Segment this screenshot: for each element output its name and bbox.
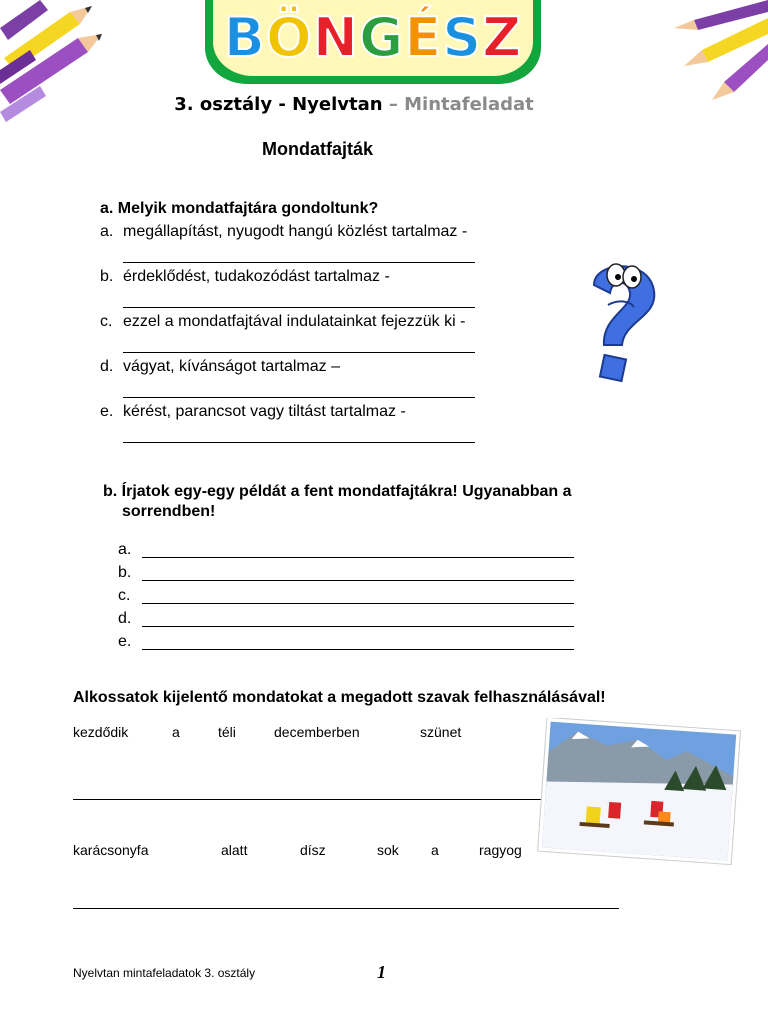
item-letter: a. — [100, 223, 114, 240]
answer-line — [142, 649, 574, 650]
task-b-heading: b. Írjatok egy-egy példát a fent mondatfajtákra! Ugyanabban a sorrendben! — [103, 483, 572, 520]
task-c-heading: Alkossatok kijelentő mondatokat a megadott szavak felhasználásával! — [73, 689, 606, 706]
word-1: kezdődik — [73, 724, 129, 740]
word-1: karácsonyfa — [73, 842, 149, 858]
item-text: kérést, parancsot vagy tiltást tartalmaz - — [123, 403, 406, 420]
answer-line — [123, 262, 475, 263]
task-b-letter: b. — [118, 564, 132, 581]
logo-letter: G — [359, 6, 405, 69]
pencil-icon — [674, 0, 768, 100]
answer-line — [142, 626, 574, 627]
item-text: érdeklődést, tudakozódást tartalmaz - — [123, 268, 390, 285]
word-2: alatt — [221, 842, 248, 858]
item-text: megállapítást, nyugodt hangú közlést tartalmaz - — [123, 223, 468, 240]
pencils-right-illustration — [668, 0, 768, 100]
logo-text — [205, 6, 541, 70]
answer-line — [123, 397, 475, 398]
question-mark-illustration — [574, 255, 664, 395]
answer-line — [73, 908, 619, 909]
logo-letter: S — [442, 6, 483, 69]
answer-line — [123, 307, 475, 308]
answer-line — [142, 557, 574, 558]
logo-letter: Ö — [265, 6, 313, 69]
word-4: sok — [377, 842, 399, 858]
logo-letter: É — [404, 6, 443, 69]
task-a-heading: a. Melyik mondatfajtára gondoltunk? — [100, 200, 379, 217]
word-4: decemberben — [274, 724, 360, 740]
answer-line — [123, 442, 475, 443]
item-text: ezzel a mondatfajtával indulatainkat fejezzük ki - — [123, 313, 466, 330]
task-b-letter: e. — [118, 633, 132, 650]
document-title: Mondatfajták — [262, 139, 374, 159]
word-2: a — [172, 724, 180, 740]
logo-letter: N — [312, 6, 359, 69]
logo-letter: Z — [482, 6, 523, 69]
answer-line — [73, 799, 553, 800]
task-a-item — [100, 268, 390, 286]
word-6: ragyog — [479, 842, 522, 858]
item-text: vágyat, kívánságot tartalmaz – — [123, 358, 340, 375]
item-letter: c. — [100, 313, 113, 330]
item-letter: d. — [100, 358, 114, 375]
answer-line — [142, 580, 574, 581]
task-b-letter: c. — [118, 587, 131, 604]
footer-text: Nyelvtan mintafeladatok 3. osztály — [73, 966, 256, 980]
logo-letter: B — [223, 6, 266, 69]
task-a-item — [100, 358, 340, 376]
item-letter: e. — [100, 403, 114, 420]
page-number: 1 — [377, 962, 386, 982]
answer-line — [123, 352, 475, 353]
winter-sledding-photo — [534, 718, 744, 866]
word-5: szünet — [420, 724, 462, 740]
word-3: téli — [218, 724, 236, 740]
item-letter: b. — [100, 268, 114, 285]
task-b-letter: a. — [118, 541, 132, 558]
page-subtitle: 3. osztály - Nyelvtan – Mintafeladat — [174, 94, 534, 115]
answer-line — [142, 603, 574, 604]
word-5: a — [431, 842, 439, 858]
task-a-item — [100, 403, 406, 421]
task-a-item — [100, 313, 465, 331]
task-a-item — [100, 223, 467, 241]
word-3: dísz — [300, 842, 326, 858]
task-b-letter: d. — [118, 610, 132, 627]
